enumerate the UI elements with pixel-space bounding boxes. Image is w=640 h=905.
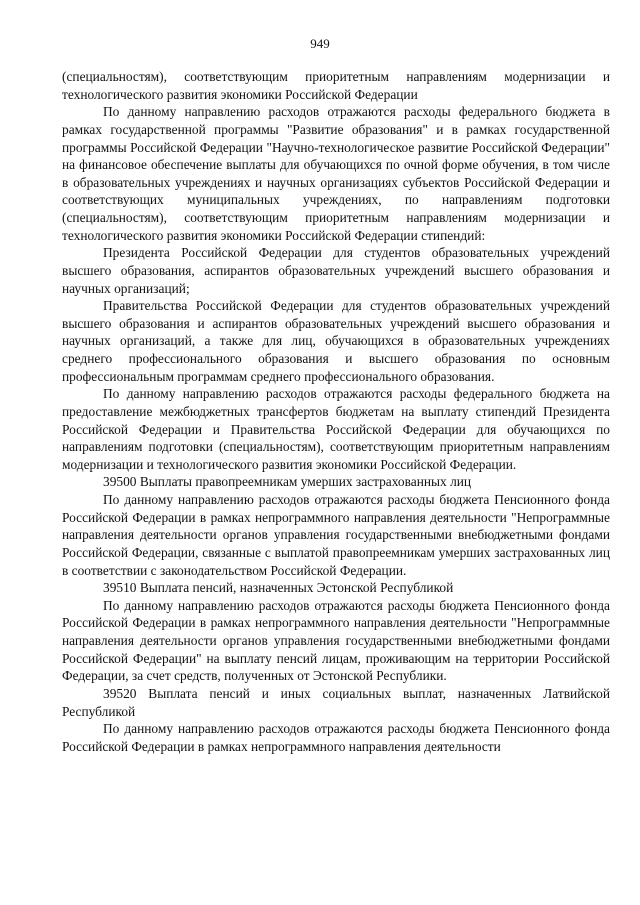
- paragraph-interbudget-transfers: По данному направлению расходов отражаются расходы федерального бюджета на предоставление межбюджетных трансфертов бюджетам на выплату стипендий Президента Российской Федерации и Правительства Российской Федерации для обучающихся по направлениям подготовки (специальностям), соответствующим приоритетным направлениям модернизации и технологического развития экономики Российской Федерации.: [62, 386, 610, 472]
- section-heading-39510: 39510 Выплата пенсий, назначенных Эстонской Республикой: [103, 580, 454, 596]
- paragraph-president-scholarships: Президента Российской Федерации для студентов образовательных учреждений высшего образования, аспирантов образовательных учреждений высшего образования и научных организаций;: [62, 245, 610, 296]
- paragraph-continuation: (специальностям), соответствующим приоритетным направлениям модернизации и технологического развития экономики Российской Федерации: [62, 69, 610, 102]
- paragraph-39520-description: По данному направлению расходов отражаются расходы бюджета Пенсионного фонда Российской Федерации в рамках непрограммного направления деятельности: [62, 721, 610, 754]
- section-heading-39500: 39500 Выплаты правопреемникам умерших застрахованных лиц: [103, 474, 472, 490]
- paragraph-39500-description: По данному направлению расходов отражаются расходы бюджета Пенсионного фонда Российской Федерации в рамках непрограммного направления деятельности "Непрограммные направления деятельности органов управления государственными внебюджетными фондами Российской Федерации, связанные с выплатой правопреемникам умерших застрахованных лиц в соответствии с законодательством Российской Федерации.: [62, 492, 610, 578]
- section-heading-39520: 39520 Выплата пенсий и иных социальных выплат, назначенных Латвийской Республикой: [62, 685, 610, 719]
- paragraph-government-scholarships: Правительства Российской Федерации для студентов образовательных учреждений высшего образования и аспирантов образовательных учреждений высшего образования и научных организаций, а также для лиц, обучающихся в образовательных учреждениях среднего профессионального образования и высшего образования по основным профессиональным программам среднего профессионального образования.: [62, 298, 610, 384]
- paragraph-scholarship-expenses: По данному направлению расходов отражаются расходы федерального бюджета в рамках государственной программы "Развитие образования" и в рамках государственной программы Российской Федерации "Научно-технологическое развитие Российской Федерации" на финансовое обеспечение выплаты для обучающихся по очной форме обучения, в том числе в образовательных учреждениях и научных организациях субъектов Российской Федерации и соответствующих муниципальных учреждениях, по направлениям подготовки (специальностям), соответствующим приоритетным направлениям модернизации и технологического развития экономики Российской Федерации стипендий:: [62, 104, 610, 243]
- page-number: 949: [310, 36, 330, 51]
- paragraph-39510-description: По данному направлению расходов отражаются расходы бюджета Пенсионного фонда Российской Федерации в рамках непрограммного направления деятельности "Непрограммные направления деятельности органов управления государственными внебюджетными фондами Российской Федерации" на выплату пенсий лицам, проживающим на территории Российской Федерации, за счет средств, полученных от Эстонской Республики.: [62, 597, 610, 684]
- document-body: [62, 68, 610, 755]
